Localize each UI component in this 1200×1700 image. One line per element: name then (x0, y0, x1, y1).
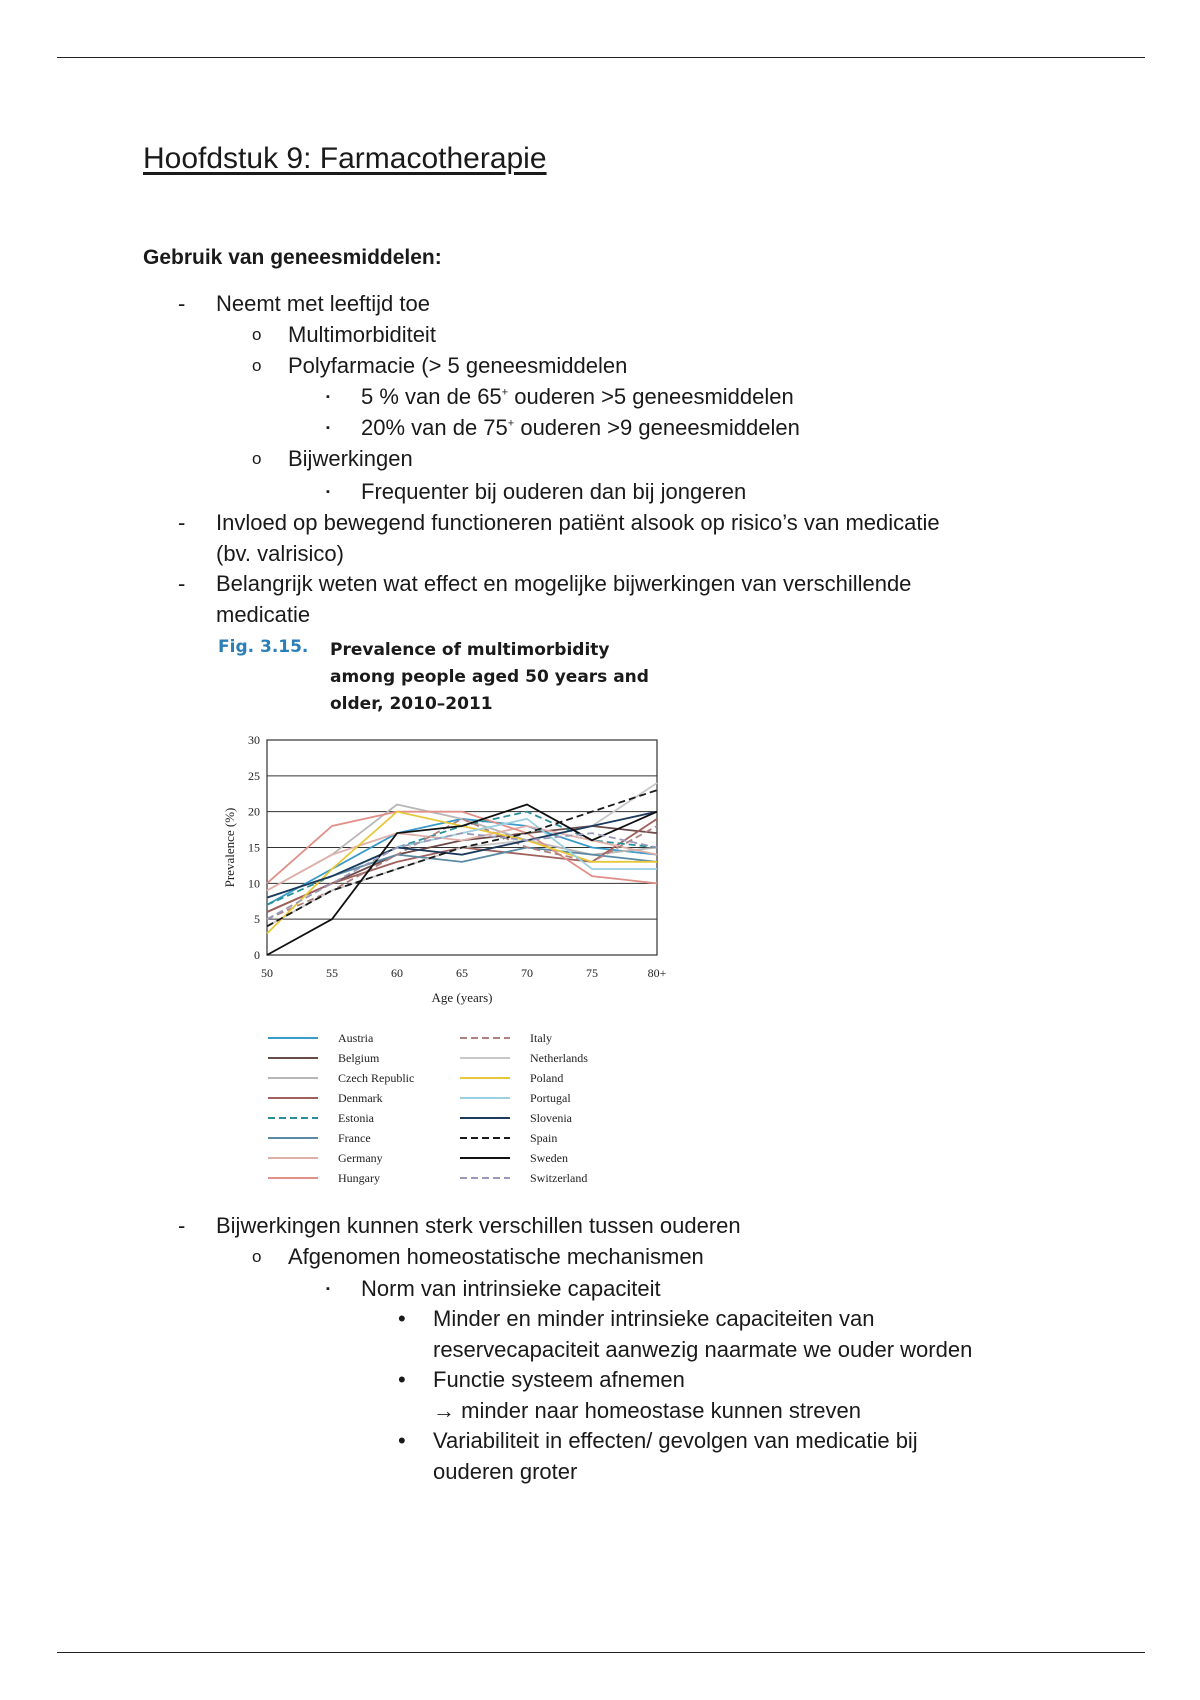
list-item-continuation: → minder naar homeostase kunnen streven (433, 1398, 862, 1423)
legend-label: Belgium (338, 1051, 380, 1065)
list-item: Neemt met leeftijd toe (216, 291, 430, 316)
dash-bullet: - (178, 291, 186, 316)
square-bullet: ▪ (326, 422, 330, 434)
list-item: Bijwerkingen kunnen sterk verschillen tussen ouderen (216, 1213, 741, 1238)
top-rule (57, 57, 1145, 58)
list-item: Variabiliteit in effecten/ gevolgen van medicatie bij (433, 1428, 918, 1453)
x-tick-label: 50 (261, 966, 273, 980)
y-tick-label: 30 (248, 733, 260, 747)
legend-label: Italy (530, 1031, 552, 1045)
x-tick-label: 80+ (647, 966, 667, 980)
dot-bullet: • (398, 1367, 406, 1392)
legend-label: France (338, 1131, 371, 1145)
y-tick-label: 10 (248, 876, 260, 891)
list-item-continuation: (bv. valrisico) (216, 541, 344, 566)
list-item: Polyfarmacie (> 5 geneesmiddelen (288, 353, 628, 378)
section-heading: Gebruik van geneesmiddelen: (143, 246, 442, 269)
chart-container (216, 725, 676, 1205)
x-tick-label: 65 (456, 966, 468, 980)
list-item: Bijwerkingen (288, 446, 413, 471)
legend-label: Switzerland (530, 1171, 588, 1185)
legend-label: Austria (338, 1031, 374, 1045)
list-item: Belangrijk weten wat effect en mogelijke bijwerkingen van verschillende (216, 571, 912, 596)
legend-label: Poland (530, 1071, 564, 1085)
list-item: Norm van intrinsieke capaciteit (361, 1276, 661, 1301)
circle-bullet: o (252, 325, 262, 344)
x-tick-label: 60 (391, 966, 403, 980)
dot-bullet: • (398, 1306, 406, 1331)
list-item: Minder en minder intrinsieke capaciteiten van (433, 1306, 875, 1331)
legend-label: Slovenia (530, 1111, 572, 1125)
y-tick-label: 20 (248, 804, 260, 819)
dot-bullet: • (398, 1428, 406, 1453)
legend-label: Estonia (338, 1111, 374, 1125)
page-title: Hoofdstuk 9: Farmacotherapie (143, 142, 547, 175)
legend-label: Spain (530, 1131, 558, 1145)
list-item-continuation: reservecapaciteit aanwezig naarmate we ouder worden (433, 1337, 973, 1362)
bottom-rule (57, 1652, 1145, 1653)
square-bullet: ▪ (326, 1283, 330, 1295)
dash-bullet: - (178, 571, 186, 596)
y-tick-label: 25 (248, 768, 260, 783)
list-item-continuation: ouderen groter (433, 1459, 578, 1484)
list-item: Afgenomen homeostatische mechanismen (288, 1244, 704, 1269)
legend-label: Sweden (530, 1151, 568, 1165)
list-item-continuation: medicatie (216, 602, 311, 627)
legend-label: Portugal (530, 1091, 571, 1105)
list-item: 5 % van de 65+ ouderen >5 geneesmiddelen (361, 384, 794, 409)
legend-label: Netherlands (530, 1051, 588, 1065)
figure-label: Fig. 3.15. (218, 637, 309, 657)
list-item: 20% van de 75+ ouderen >9 geneesmiddelen (361, 415, 800, 440)
figure-title: Prevalence of multimorbidity among people aged 50 years and older, 2010–2011 (330, 640, 649, 714)
list-item: Functie systeem afnemen (433, 1367, 685, 1392)
list-item: Invloed op bewegend functioneren patiënt alsook op risico’s van medicatie (216, 510, 940, 535)
square-bullet: ▪ (326, 391, 330, 403)
circle-bullet: o (252, 449, 262, 468)
x-tick-label: 75 (586, 966, 598, 980)
y-tick-label: 5 (254, 912, 260, 927)
dash-bullet: - (178, 510, 186, 535)
square-bullet: ▪ (326, 486, 330, 498)
legend-label: Germany (338, 1151, 383, 1165)
y-tick-label: 15 (248, 840, 260, 855)
list-item: Multimorbiditeit (288, 322, 436, 347)
y-axis-label: Prevalence (%) (222, 807, 237, 888)
legend-label: Czech Republic (338, 1071, 415, 1085)
dash-bullet: - (178, 1213, 186, 1238)
circle-bullet: o (252, 1247, 262, 1266)
x-tick-label: 55 (326, 966, 338, 980)
y-tick-label: 0 (254, 948, 260, 962)
circle-bullet: o (252, 356, 262, 375)
x-tick-label: 70 (521, 966, 533, 980)
multimorbidity-chart (216, 725, 676, 1205)
list-item: Frequenter bij ouderen dan bij jongeren (361, 479, 747, 504)
legend-label: Hungary (338, 1171, 380, 1185)
legend-label: Denmark (338, 1091, 383, 1105)
x-axis-label: Age (years) (431, 990, 493, 1005)
